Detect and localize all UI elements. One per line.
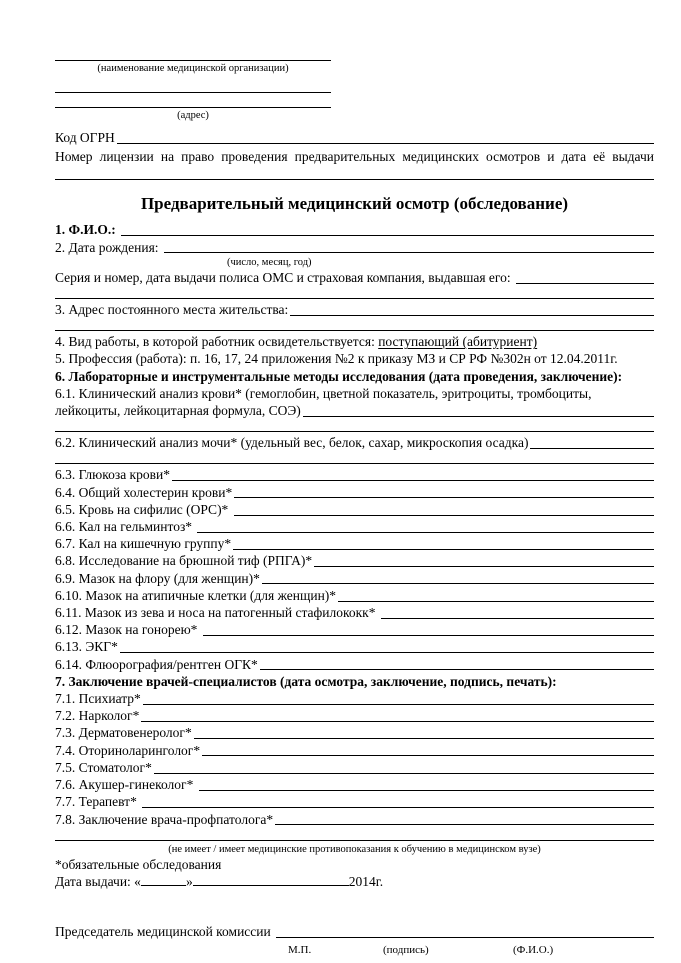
- field-label: 6.11. Мазок из зева и носа на патогенный стафилококк*: [55, 605, 379, 621]
- form-field-row: [55, 742, 654, 759]
- address-blank-line-1: [55, 92, 331, 93]
- stamp-place-caption: М.П.: [288, 944, 312, 957]
- field-label: 7.4. Оториноларинголог*: [55, 742, 201, 758]
- blank-underline: [194, 738, 654, 739]
- form-field-row: [55, 587, 654, 604]
- issue-date-row: [55, 873, 654, 890]
- form-field-row: [55, 552, 654, 569]
- org-name-caption: (наименование медицинской организации): [97, 63, 289, 74]
- chairman-blank-underline: [276, 937, 654, 938]
- field-label: 6.6. Кал на гельминтоз*: [55, 519, 196, 535]
- blank-underline: [234, 515, 654, 516]
- blank-underline: [199, 790, 654, 791]
- blank-line: [55, 463, 654, 464]
- blank-underline: [120, 652, 654, 653]
- form-field-row: [55, 724, 654, 741]
- field-label: 7.1. Психиатр*: [55, 691, 141, 707]
- blank-underline: [234, 497, 654, 498]
- form-field-row: [55, 811, 654, 828]
- field-caption: (не имеет / имеет медицинские противопоказания к обучению в медицинском вузе): [168, 843, 541, 855]
- text-label: 6.1. Клинический анализ крови* (гемоглобин, цветной показатель, эритроциты, тромбоциты,: [55, 385, 592, 401]
- form-field-row: [55, 434, 654, 451]
- form-field-row: [55, 656, 654, 673]
- page-title: Предварительный медицинский осмотр (обследование): [140, 194, 569, 214]
- field-label: 6.10. Мазок на атипичные клетки (для женщин)*: [55, 587, 337, 603]
- field-label: 6.12. Мазок на гонорею*: [55, 622, 201, 638]
- field-label: 6.14. Флюорография/рентген ОГК*: [55, 656, 258, 672]
- blank-line: [55, 431, 654, 432]
- blank-underline: [381, 618, 654, 619]
- form-field-row: [55, 793, 654, 810]
- form-field-row: [55, 402, 654, 419]
- blank-underline: [142, 807, 654, 808]
- section-heading: 7. Заключение врачей-специалистов (дата осмотра, заключение, подпись, печать):: [55, 673, 557, 689]
- text-row: [55, 856, 654, 873]
- field-label: 6.2. Клинический анализ мочи* (удельный вес, белок, сахар, микроскопия осадка): [55, 435, 529, 451]
- field-label: 7.8. Заключение врача-профпатолога*: [55, 811, 274, 827]
- address-caption: (адрес): [177, 110, 209, 121]
- field-label: 6.3. Глюкоза крови*: [55, 467, 170, 483]
- blank-underline: [141, 721, 654, 722]
- field-label: 2. Дата рождения:: [55, 239, 162, 255]
- blank-underline: [172, 480, 654, 481]
- blank-underline: [121, 235, 654, 236]
- blank-underline: [143, 704, 654, 705]
- form-field-row: [55, 484, 654, 501]
- license-blank-line: [55, 179, 654, 180]
- license-text: Номер лицензии на право проведения предварительных медицинских осмотров и дата её выдачи: [55, 149, 654, 165]
- issue-date-label: Дата выдачи: «: [55, 873, 141, 889]
- form-body: [55, 221, 654, 873]
- field-label: 6.8. Исследование на брюшной тиф (РПГА)*: [55, 553, 313, 569]
- text-row: [55, 333, 654, 350]
- blank-underline: [197, 532, 654, 533]
- form-field-row: [55, 466, 654, 483]
- signature-caption: (подпись): [383, 944, 429, 957]
- org-name-block: [55, 60, 654, 122]
- issue-date-year: 2014г.: [348, 873, 384, 889]
- blank-underline: [290, 315, 654, 316]
- chairman-row: [55, 923, 654, 940]
- form-field-row: [55, 776, 654, 793]
- form-field-row: [55, 604, 654, 621]
- blank-line: [55, 330, 654, 331]
- ogrn-row: [55, 129, 654, 146]
- form-field-row: [55, 621, 654, 638]
- field-label: 7.7. Терапевт*: [55, 794, 141, 810]
- text-label: 4. Вид работы, в которой работник освидетельствуется:: [55, 334, 379, 350]
- issue-date-month-blank: [193, 874, 349, 886]
- field-label: лейкоциты, лейкоцитарная формула, СОЭ): [55, 403, 301, 419]
- blank-underline: [530, 448, 654, 449]
- ogrn-label: Код ОГРН: [55, 130, 115, 145]
- blank-underline: [154, 773, 654, 774]
- blank-underline: [516, 283, 654, 284]
- blank-underline: [303, 416, 654, 417]
- blank-underline: [314, 566, 654, 567]
- field-label: 6.7. Кал на кишечную группу*: [55, 536, 232, 552]
- blank-underline: [202, 755, 654, 756]
- address-blank-line-2: [55, 107, 331, 108]
- ogrn-blank-underline: [117, 143, 654, 144]
- field-label: 6.5. Кровь на сифилис (ОРС)*: [55, 501, 232, 517]
- field-label: 6.13. ЭКГ*: [55, 639, 118, 655]
- signature-captions-row: [55, 940, 654, 957]
- blank-line: [55, 840, 654, 841]
- underlined-value: поступающий (абитуриент): [378, 334, 538, 350]
- form-field-row: [55, 535, 654, 552]
- fio-caption: (Ф.И.О.): [513, 944, 554, 957]
- field-label: 7.6. Акушер-гинеколог*: [55, 777, 197, 793]
- field-label: 3. Адрес постоянного места жительства:: [55, 302, 289, 318]
- form-field-row: [55, 239, 654, 256]
- form-field-row: [55, 690, 654, 707]
- field-label: 6.9. Мазок на флору (для женщин)*: [55, 570, 260, 586]
- form-field-row: [55, 707, 654, 724]
- blank-line: [55, 298, 654, 299]
- field-caption: (число, месяц, год): [227, 256, 312, 268]
- chairman-label: Председатель медицинской комиссии: [55, 924, 275, 940]
- form-field-row: [55, 501, 654, 518]
- blank-underline: [164, 252, 654, 253]
- text-label: 5. Профессия (работа): п. 16, 17, 24 приложения №2 к приказу МЗ и СР РФ №302н от 12.04.2011г.: [55, 351, 618, 367]
- form-field-row: [55, 301, 654, 318]
- issue-date-quote: »: [185, 873, 193, 889]
- org-name-blank-line: [55, 60, 331, 61]
- text-row: [55, 350, 654, 367]
- form-field-row: [55, 518, 654, 535]
- field-label: 7.5. Стоматолог*: [55, 759, 152, 775]
- blank-underline: [260, 669, 654, 670]
- form-field-row: [55, 221, 654, 238]
- issue-date-day-blank: [141, 874, 186, 886]
- blank-underline: [203, 635, 654, 636]
- text-row: [55, 385, 654, 402]
- field-label: Серия и номер, дата выдачи полиса ОМС и страховая компания, выдавшая его:: [55, 269, 514, 285]
- form-field-row: [55, 570, 654, 587]
- field-label: 7.3. Дерматовенеролог*: [55, 725, 192, 741]
- text-label: *обязательные обследования: [55, 856, 222, 872]
- blank-underline: [233, 549, 654, 550]
- blank-underline: [275, 824, 654, 825]
- blank-underline: [262, 583, 654, 584]
- form-field-row: [55, 269, 654, 286]
- form-field-row: [55, 759, 654, 776]
- field-label: 1. Ф.И.О.:: [55, 222, 120, 238]
- section-heading: 6. Лабораторные и инструментальные методы исследования (дата проведения, заключение):: [55, 368, 623, 384]
- form-field-row: [55, 638, 654, 655]
- field-label: 7.2. Нарколог*: [55, 708, 140, 724]
- field-label: 6.4. Общий холестерин крови*: [55, 484, 233, 500]
- blank-underline: [338, 601, 654, 602]
